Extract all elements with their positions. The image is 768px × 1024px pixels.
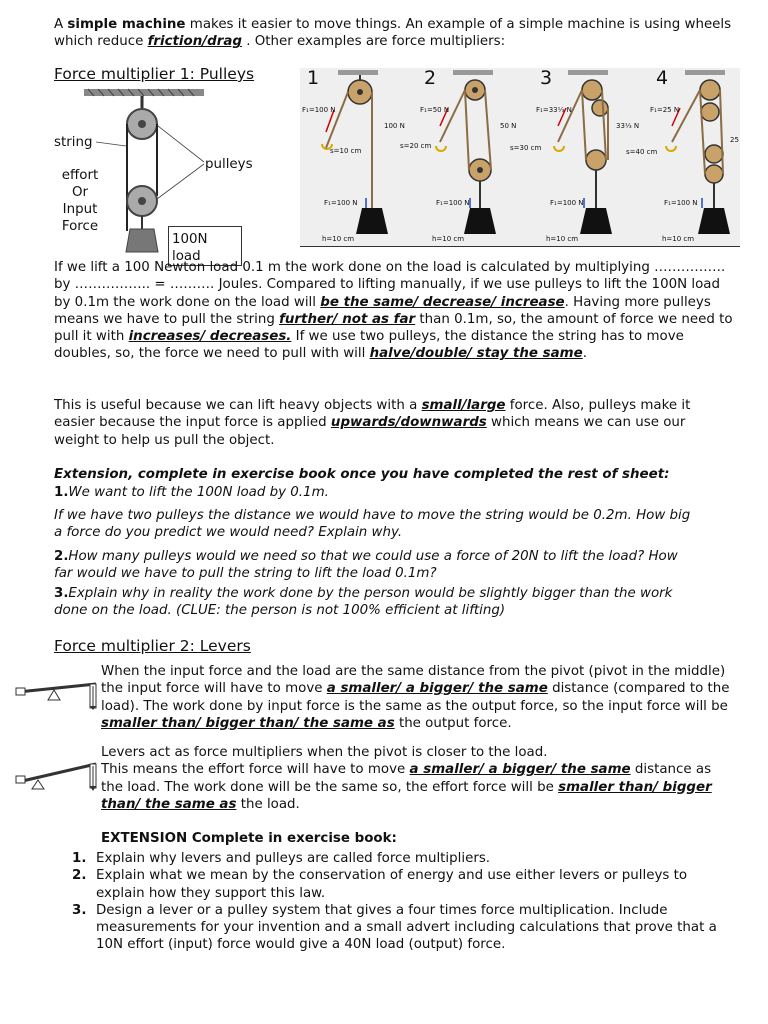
- answer-option: a smaller/ a bigger/ the same: [326, 681, 548, 697]
- extension-question-1b: If we have two pulleys the distance we would have to move the string would be 0.2m. How big a force do you predict we would need? Explain why.: [54, 508, 691, 541]
- extension-question-2: [54, 548, 694, 583]
- balanced-lever-icon: [14, 680, 100, 712]
- effort-force-1: F₁=100 N: [302, 106, 336, 114]
- paragraph-text: Levers act as force multipliers when the pivot is closer to the load.: [101, 745, 548, 760]
- string-distance-4: s=40 cm: [626, 148, 658, 156]
- paragraph-text: If we lift a 100 Newton load 0.1 m the work done on the load is calculated by multiplying ……………. by …………….. = ………. Joules. Compared to lifting manually, if we use pulleys to lift the 100N load by 0.1m the work done on the load will: [54, 260, 726, 310]
- paragraph-text: This is useful because we can lift heavy objects with a: [54, 398, 422, 413]
- item-number: 3.: [72, 902, 87, 918]
- answer-option: friction/drag: [147, 34, 242, 50]
- intro-paragraph: [54, 16, 734, 51]
- intro-text: . Other examples are force multipliers:: [241, 34, 506, 50]
- pulley-systems-panel: [300, 68, 740, 247]
- question-text: Explain why in reality the work done by the person would be slightly bigger than the work done on the load. (CLUE: the person is not 100% efficient at lifting): [54, 586, 673, 619]
- extension2-heading: EXTENSION Complete in exercise book:: [101, 831, 397, 846]
- or-word: Or: [71, 185, 89, 200]
- panel-labels: [300, 68, 740, 246]
- item-number: 1.: [72, 851, 87, 866]
- answer-option: halve/double/ stay the same: [369, 346, 583, 362]
- paragraph-text: When the input force and the load are the same distance from the pivot (pivot in the middle) the input force will have to move: [101, 664, 726, 697]
- levers-paragraph-2: [101, 744, 733, 813]
- pulleys-heading: Force multiplier 1: Pulleys: [54, 65, 255, 83]
- item-text: Explain what we mean by the conservation of energy and use either levers or pulleys to explain how they support this law.: [96, 868, 688, 901]
- item-text: Explain why levers and pulleys are called force multipliers.: [96, 851, 491, 866]
- question-number: 2.: [54, 549, 69, 564]
- effort-force-2: F₁=50 N: [420, 106, 450, 114]
- paragraph-text: the load.: [236, 796, 300, 812]
- load-word: load: [172, 249, 201, 264]
- lift-height-4: h=10 cm: [662, 235, 695, 243]
- paragraph-text: .: [582, 346, 587, 362]
- paragraph-text: force. Also, pulleys make it easier because the input force is applied: [54, 398, 691, 431]
- list-item: [54, 902, 734, 954]
- load-force-2: F₁=100 N: [436, 199, 470, 207]
- tension-2: 50 N: [500, 122, 517, 130]
- effort-label: [56, 167, 104, 235]
- intro-text: makes it easier to move things. An example of a simple machine is using wheels which reduce: [54, 17, 732, 50]
- pulleys-paragraph-2: [54, 397, 734, 449]
- item-text: Design a lever or a pulley system that gives a four times force multiplication. Include measurements for your invention and a small advert including calculations that prove that a 10N effort (input) force would give a 40N load (output) force.: [96, 902, 717, 953]
- string-distance-1: s=10 cm: [330, 147, 362, 155]
- string-label: string: [54, 135, 93, 150]
- tension-4: 25: [730, 136, 739, 144]
- item-number: 2.: [72, 868, 87, 884]
- effort-force-4: F₁=25 N: [650, 106, 680, 114]
- system-number-1: 1: [307, 67, 320, 89]
- input-word: Input: [62, 202, 98, 217]
- paragraph-text: If we use two pulleys, the distance the string has to move doubles, so, the force we need to pull with will: [54, 329, 684, 362]
- force-word: Force: [61, 219, 99, 234]
- load-value: 100N: [172, 232, 208, 247]
- paragraph-text: distance (compared to the load). The work done by input force is the same as the output force, so the input force will be: [101, 681, 730, 714]
- lift-height-2: h=10 cm: [432, 235, 465, 243]
- intro-text: A: [54, 17, 68, 32]
- answer-option: a smaller/ a bigger/ the same: [409, 762, 631, 778]
- intro-bold-term: simple machine: [67, 17, 186, 32]
- paragraph-text: than 0.1m, so, the amount of force we need to pull it with: [54, 311, 733, 345]
- pulleys-label: pulleys: [205, 157, 253, 172]
- answer-option: small/large: [421, 398, 506, 413]
- question-number: 3.: [54, 586, 69, 601]
- answer-option: increases/ decreases.: [128, 329, 292, 345]
- extension-question-3: [54, 585, 694, 620]
- load-force-3: F₁=100 N: [550, 199, 584, 207]
- tension-3: 33⅓ N: [616, 122, 640, 130]
- question-number: 1.: [54, 485, 69, 500]
- answer-option: further/ not as far: [279, 311, 416, 327]
- paragraph-text: distance as the load. The work done will be the same so, the effort force will be: [101, 762, 712, 795]
- extension-heading: Extension, complete in exercise book once you have completed the rest of sheet:: [54, 467, 670, 482]
- load-force-4: F₁=100 N: [664, 199, 698, 207]
- levers-heading: Force multiplier 2: Levers: [54, 637, 251, 655]
- paragraph-text: . Having more pulleys means we have to pull the string: [54, 294, 711, 327]
- effort-force-3: F₁=33⅓ N: [536, 106, 572, 114]
- extension2-list: [54, 850, 734, 954]
- levers-paragraph-1: [101, 663, 733, 732]
- paragraph-text: the output force.: [394, 715, 512, 731]
- paragraph-continued: [101, 761, 733, 813]
- pulleys-paragraph-1: [54, 259, 734, 363]
- paragraph-text: which means we can use our weight to help us pull the object.: [54, 415, 686, 448]
- paragraph-text: This means the effort force will have to move: [101, 762, 410, 778]
- system-number-2: 2: [424, 67, 437, 89]
- load-force-1: F₁=100 N: [324, 199, 358, 207]
- lift-height-3: h=10 cm: [546, 235, 579, 243]
- list-item: [54, 850, 734, 867]
- system-number-4: 4: [656, 67, 669, 89]
- pivot-near-load-lever-icon: [14, 760, 100, 794]
- answer-option: upwards/downwards: [330, 415, 487, 431]
- effort-word: effort: [61, 168, 99, 183]
- answer-option: be the same/ decrease/ increase: [320, 294, 565, 310]
- extension-question-1: [54, 484, 734, 501]
- system-number-3: 3: [540, 67, 553, 89]
- list-item: [54, 867, 734, 902]
- answer-option: smaller than/ bigger than/ the same as: [101, 779, 712, 812]
- question-text: We want to lift the 100N load by 0.1m.: [68, 485, 329, 500]
- question-text: How many pulleys would we need so that we could use a force of 20N to lift the load? How far would we have to pull the string to lift the load 0.1m?: [54, 549, 678, 582]
- lift-height-1: h=10 cm: [322, 235, 355, 243]
- tension-1: 100 N: [384, 122, 405, 130]
- string-distance-3: s=30 cm: [510, 144, 542, 152]
- answer-option: smaller than/ bigger than/ the same as: [101, 715, 395, 731]
- string-distance-2: s=20 cm: [400, 142, 432, 150]
